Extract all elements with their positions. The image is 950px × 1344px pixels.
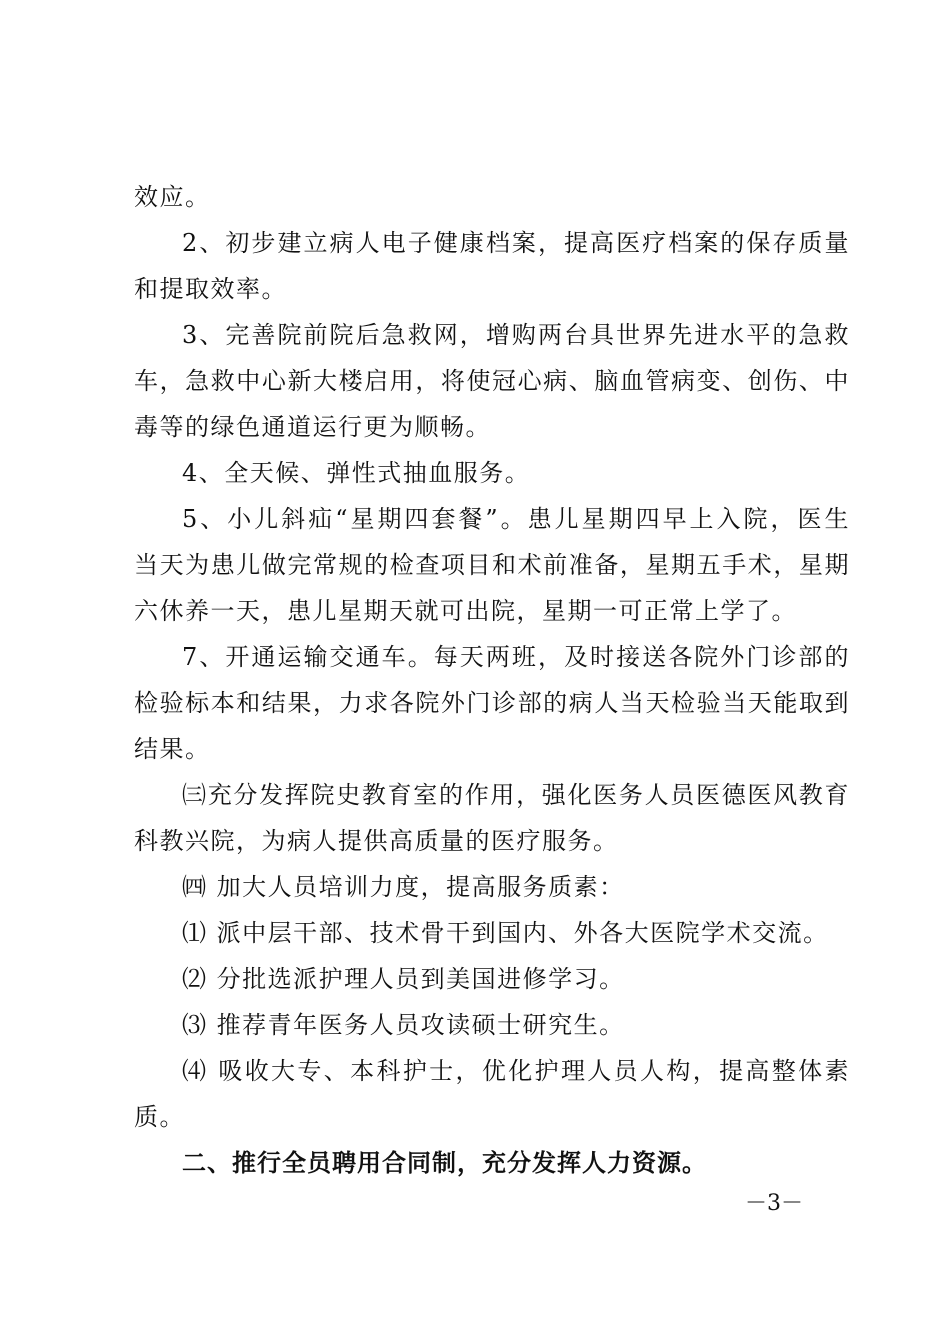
paragraph-line: 结果。 xyxy=(134,735,211,763)
paragraph-line: 车，急救中心新大楼启用，将使冠心病、脑血管病变、创伤、中 xyxy=(134,367,850,395)
paragraph-line: 质。 xyxy=(134,1103,185,1131)
paragraph-line: 5、小儿斜疝“星期四套餐”。患儿星期四早上入院，医生 xyxy=(182,505,850,533)
paragraph-line: 7、开通运输交通车。每天两班，及时接送各院外门诊部的 xyxy=(182,643,850,671)
paragraph-line: 当天为患儿做完常规的检查项目和术前准备，星期五手术，星期 xyxy=(134,551,850,579)
paragraph-line: ㈣ 加大人员培训力度，提高服务质素： xyxy=(182,873,625,901)
list-item: ⑴ 派中层干部、技术骨干到国内、外各大医院学术交流。 xyxy=(182,919,829,947)
paragraph-line: 科教兴院，为病人提供高质量的医疗服务。 xyxy=(134,827,619,855)
page-number: －3－ xyxy=(745,1191,803,1216)
paragraph-line: 2、初步建立病人电子健康档案，提高医疗档案的保存质量 xyxy=(182,229,850,257)
paragraph-line: 检验标本和结果，力求各院外门诊部的病人当天检验当天能取到 xyxy=(134,689,850,717)
paragraph-line: 六休养一天，患儿星期天就可出院，星期一可正常上学了。 xyxy=(134,597,797,625)
paragraph-line: 毒等的绿色通道运行更为顺畅。 xyxy=(134,413,491,441)
paragraph-line: 效应。 xyxy=(134,183,211,211)
paragraph-line: 和提取效率。 xyxy=(134,275,287,303)
list-item: ⑶ 推荐青年医务人员攻读硕士研究生。 xyxy=(182,1011,625,1039)
paragraph-line: 3、完善院前院后急救网，增购两台具世界先进水平的急救 xyxy=(182,321,850,349)
section-heading: 二、推行全员聘用合同制，充分发挥人力资源。 xyxy=(182,1148,707,1177)
paragraph-line: 4、全天候、弹性式抽血服务。 xyxy=(182,459,531,487)
paragraph-line: ㈢充分发挥院史教育室的作用，强化医务人员医德医风教育 xyxy=(182,781,850,809)
list-item: ⑷ 吸收大专、本科护士，优化护理人员人构，提高整体素 xyxy=(182,1057,850,1085)
list-item: ⑵ 分批选派护理人员到美国进修学习。 xyxy=(182,965,625,993)
